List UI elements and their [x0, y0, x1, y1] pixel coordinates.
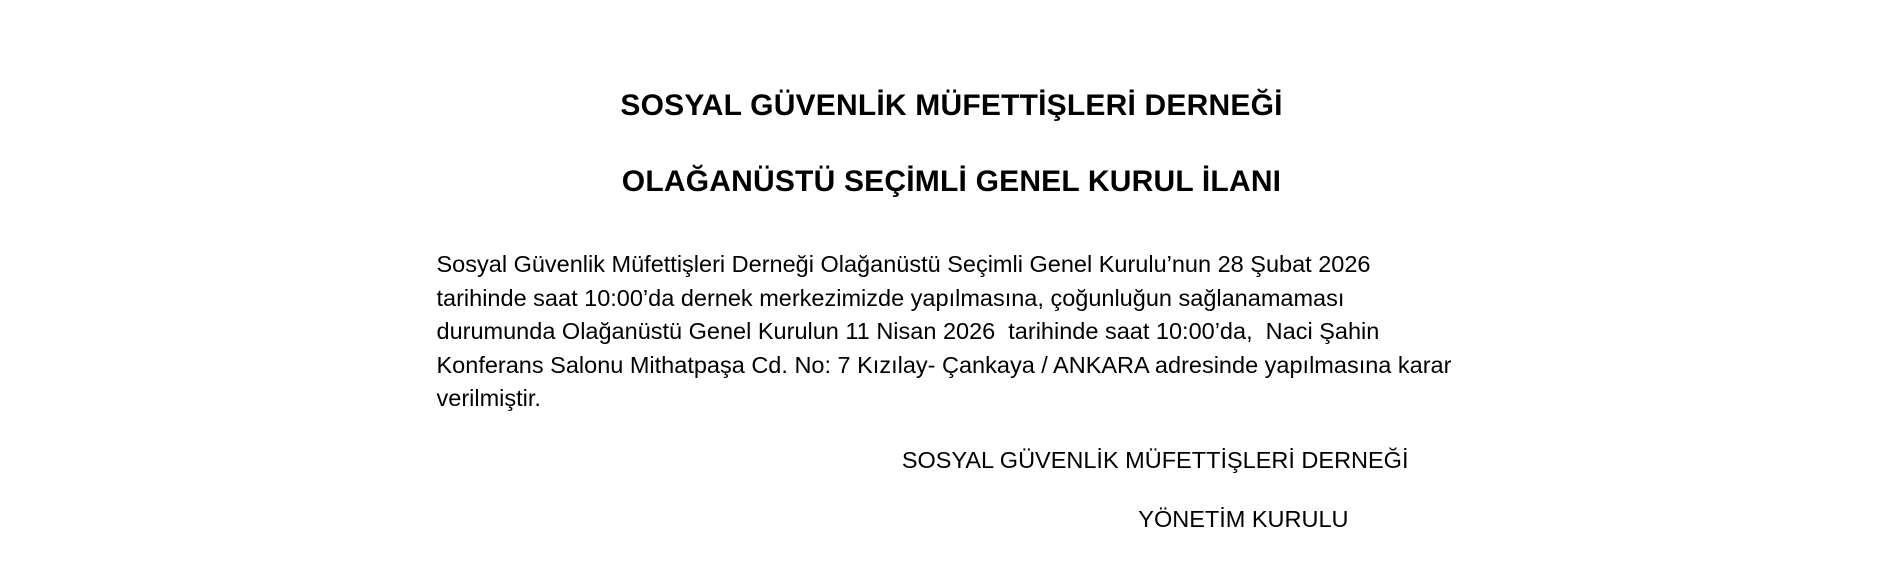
document-body-block — [437, 200, 1467, 416]
signature-board: YÖNETİM KURULU — [1138, 505, 1349, 532]
document-title-line-1: SOSYAL GÜVENLİK MÜFETTİŞLERİ DERNEĞİ — [620, 89, 1283, 122]
document-title-block — [0, 0, 1903, 200]
document-body-paragraph: Sosyal Güvenlik Müfettişleri Derneği Olağanüstü Seçimli Genel Kurulu’nun 28 Şubat 2026 tarihinde saat 10:00’da dernek merkezimizde yapılmasına, çoğunluğun sağlanamaması durumunda Olağanüstü Genel Kurulun 11 Nisan 2026 tarihinde saat 10:00’da, Naci Şahin Konferans Salonu Mithatpaşa Cd. No: 7 Kızılay- Çankaya / ANKARA adresinde yapılmasına karar verilmiştir. — [436, 251, 1458, 412]
document-title-line-2: OLAĞANÜSTÜ SEÇİMLİ GENEL KURUL İLANI — [621, 165, 1282, 198]
signature-organization: SOSYAL GÜVENLİK MÜFETTİŞLERİ DERNEĞİ — [901, 446, 1409, 473]
document-signature-block — [437, 416, 1467, 536]
